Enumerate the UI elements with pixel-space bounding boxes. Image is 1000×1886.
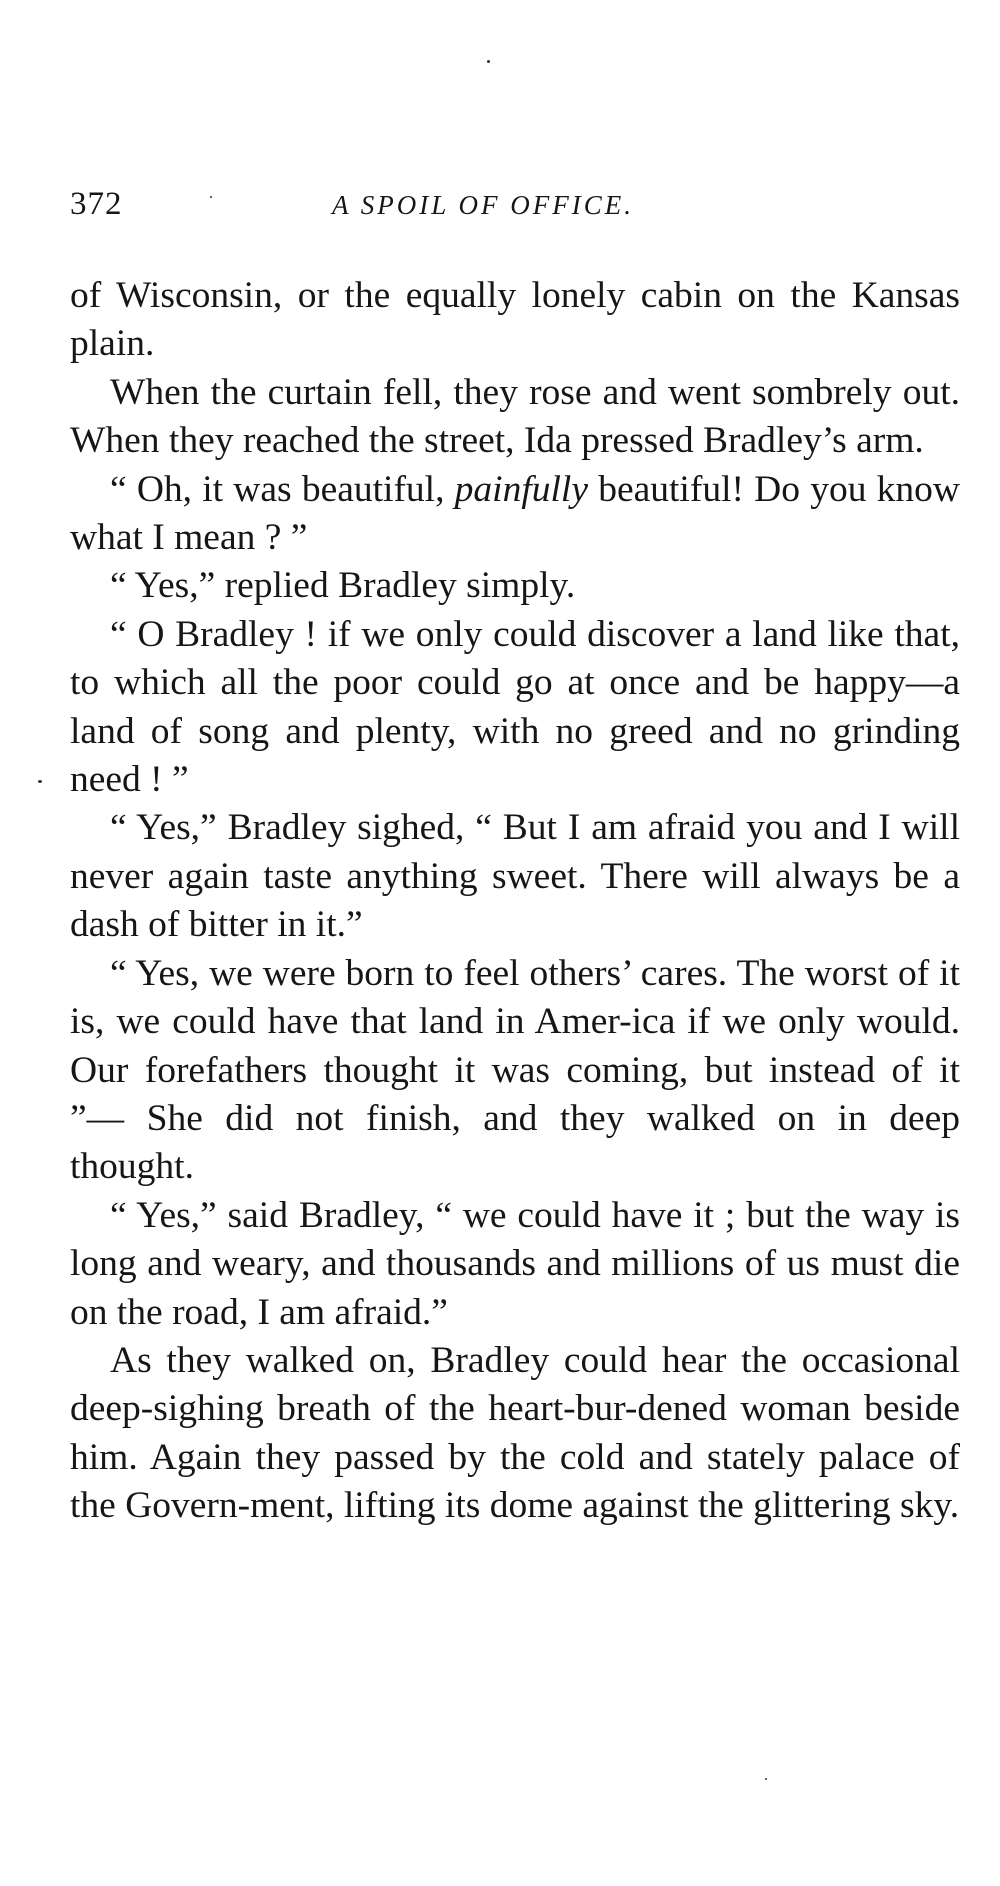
paragraph: [70, 466, 960, 563]
paragraph: “ Yes,” Bradley sighed, “ But I am afraid you and I will never again taste anything sweet. There will always be a dash of bitter in it.”: [70, 807, 960, 946]
paragraph-text: beautiful! Do you know what I mean ? ”: [70, 468, 960, 559]
scan-speck: [210, 196, 212, 198]
page-header: [70, 186, 960, 236]
paragraph-text: “ Oh, it was beautiful,: [110, 468, 455, 510]
paragraph: of Wisconsin, or the equally lonely cabin on the Kansas plain.: [70, 275, 960, 365]
paragraph: “ Yes, we were born to feel others’ cares. The worst of it is, we could have that land in Amer-ica if we only would. Our forefathers thought it was coming, but instead of it ”— She did not finish, and they walked on in deep thought.: [70, 952, 960, 1188]
running-title: A SPOIL OF OFFICE.: [332, 190, 634, 220]
scan-speck: [487, 60, 490, 63]
paragraph: As they walked on, Bradley could hear the occasional deep-sighing breath of the heart-bur-dened woman beside him. Again they passed by the cold and stately palace of the Govern-ment, lifting its dome against the glittering sky.: [70, 1339, 960, 1527]
paragraph: “ O Bradley ! if we only could discover a land like that, to which all the poor could go at once and be happy—a land of song and plenty, with no greed and no grinding need ! ”: [70, 613, 960, 801]
emphasized-word: painfully: [454, 468, 588, 510]
page-number: 372: [70, 186, 123, 222]
body-text: [70, 272, 960, 1531]
scan-speck: [38, 780, 42, 783]
scan-speck: [765, 1778, 767, 1780]
paragraph: When the curtain fell, they rose and went sombrely out. When they reached the street, Ida pressed Bradley’s arm.: [70, 371, 960, 462]
paragraph: “ Yes,” said Bradley, “ we could have it ; but the way is long and weary, and thousands and millions of us must die on the road, I am afraid.”: [70, 1194, 960, 1333]
paragraph: “ Yes,” replied Bradley simply.: [110, 565, 576, 607]
